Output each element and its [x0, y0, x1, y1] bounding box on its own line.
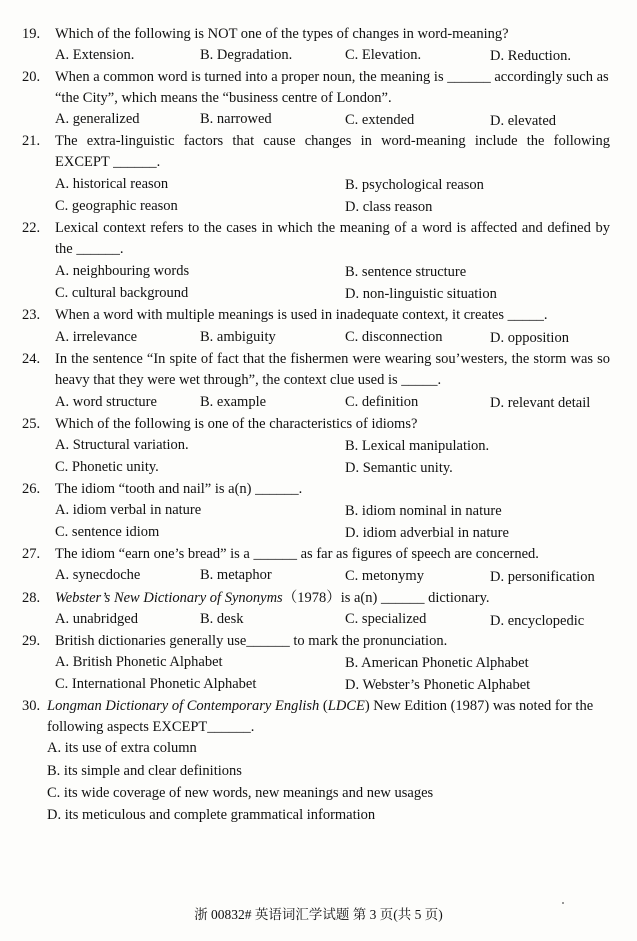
dictionary-title: Longman Dictionary of Contemporary English — [47, 698, 320, 714]
question-stem: The idiom “tooth and nail” is a(n) ______. — [55, 481, 303, 497]
question-number: 24. — [22, 351, 41, 367]
question-number: 28. — [22, 590, 41, 606]
question-number: 27. — [22, 546, 41, 562]
option-b: B. its simple and clear definitions — [47, 763, 242, 779]
option-c: C. cultural background — [55, 285, 189, 301]
option-a: A. unabridged — [55, 611, 138, 627]
option-c: C. metonymy — [345, 568, 424, 584]
option-d: D. encyclopedic — [490, 613, 585, 629]
question-number: 21. — [22, 133, 41, 149]
option-c: C. sentence idiom — [55, 524, 160, 540]
option-c: C. disconnection — [345, 329, 443, 345]
question-stem-rest: ) New Edition (1987) was noted for the — [364, 698, 594, 714]
option-c: C. International Phonetic Alphabet — [55, 676, 257, 692]
option-a: A. British Phonetic Alphabet — [55, 654, 223, 670]
option-b: B. American Phonetic Alphabet — [345, 655, 529, 671]
question-stem: When a word with multiple meanings is used in inadequate context, it creates _____. — [55, 307, 548, 323]
question-number: 23. — [22, 307, 41, 323]
option-a: A. historical reason — [55, 176, 169, 192]
option-d: D. opposition — [490, 330, 569, 346]
question-number: 30. — [22, 698, 41, 714]
option-d: D. personification — [490, 569, 595, 585]
question-number: 29. — [22, 633, 41, 649]
question-stem-cont: “the City”, which means the “business centre of London”. — [55, 90, 392, 106]
question-stem: When a common word is turned into a proper noun, the meaning is ______ accordingly such as — [55, 69, 609, 85]
option-b: B. psychological reason — [345, 177, 484, 193]
question-stem — [55, 591, 490, 606]
option-b: B. metaphor — [200, 567, 272, 583]
question-stem: Lexical context refers to the cases in which the meaning of a word is affected and defined by — [55, 220, 610, 236]
option-a: A. generalized — [55, 111, 140, 127]
question-stem-rest: （1978）is a(n) ______ dictionary. — [282, 590, 490, 606]
option-c: C. its wide coverage of new words, new meanings and new usages — [47, 785, 434, 801]
question-number: 19. — [22, 26, 41, 42]
dictionary-title: Webster’s New Dictionary of Synonyms — [55, 590, 283, 606]
option-a: A. synecdoche — [55, 567, 141, 583]
question-stem-cont: EXCEPT ______. — [55, 154, 161, 170]
option-c: C. Phonetic unity. — [55, 459, 159, 475]
question-stem-cont: heavy that they were wet through”, the context clue used is _____. — [55, 372, 442, 388]
question-number: 20. — [22, 69, 41, 85]
question-stem: Which of the following is one of the characteristics of idioms? — [55, 416, 418, 432]
option-b: B. ambiguity — [200, 329, 276, 345]
question-stem-cont: the ______. — [55, 241, 124, 257]
option-b: B. Lexical manipulation. — [345, 438, 490, 454]
option-a: A. neighbouring words — [55, 263, 190, 279]
option-d: D. its meticulous and complete grammatical information — [47, 807, 376, 823]
question-number: 26. — [22, 481, 41, 497]
option-a: A. idiom verbal in nature — [55, 502, 202, 518]
paren-open: ( — [319, 698, 328, 714]
option-a: A. its use of extra column — [47, 740, 197, 756]
question-number: 22. — [22, 220, 41, 236]
option-d: D. idiom adverbial in nature — [345, 525, 509, 541]
page-footer: 浙 00832# 英语词汇学试题 第 3 页(共 5 页) — [194, 907, 443, 922]
option-c: C. extended — [345, 112, 415, 128]
scan-speck — [562, 902, 564, 904]
option-b: B. example — [200, 394, 267, 410]
question-stem: British dictionaries generally use______ to mark the pronunciation. — [55, 633, 448, 649]
option-b: B. Degradation. — [200, 47, 293, 63]
option-a: A. Structural variation. — [55, 437, 189, 453]
option-d: D. Reduction. — [490, 48, 571, 64]
option-b: B. narrowed — [200, 111, 272, 127]
dictionary-abbreviation: LDCE — [327, 698, 365, 714]
option-a: A. irrelevance — [55, 329, 138, 345]
question-stem: The idiom “earn one’s bread” is a ______ as far as figures of speech are concerned. — [55, 546, 539, 562]
option-d: D. Webster’s Phonetic Alphabet — [345, 677, 531, 693]
option-d: D. non-linguistic situation — [345, 286, 497, 302]
option-d: D. class reason — [345, 199, 433, 215]
question-stem: In the sentence “In spite of fact that the fishermen were wearing sou’westers, the storm was so — [55, 351, 610, 367]
question-stem: The extra-linguistic factors that cause changes in word-meaning include the following — [55, 133, 610, 149]
option-b: B. idiom nominal in nature — [345, 503, 502, 519]
option-c: C. geographic reason — [55, 198, 178, 214]
option-b: B. desk — [200, 611, 244, 627]
option-c: C. definition — [345, 394, 419, 410]
option-d: D. relevant detail — [490, 395, 591, 411]
question-stem-cont: following aspects EXCEPT______. — [47, 719, 255, 735]
option-b: B. sentence structure — [345, 264, 467, 280]
option-a: A. word structure — [55, 394, 157, 410]
option-d: D. Semantic unity. — [345, 460, 453, 476]
option-c: C. specialized — [345, 611, 427, 627]
option-d: D. elevated — [490, 113, 557, 129]
question-stem — [47, 699, 593, 714]
question-stem: Which of the following is NOT one of the types of changes in word-meaning? — [55, 26, 509, 42]
option-c: C. Elevation. — [345, 47, 422, 63]
question-number: 25. — [22, 416, 41, 432]
option-a: A. Extension. — [55, 47, 135, 63]
